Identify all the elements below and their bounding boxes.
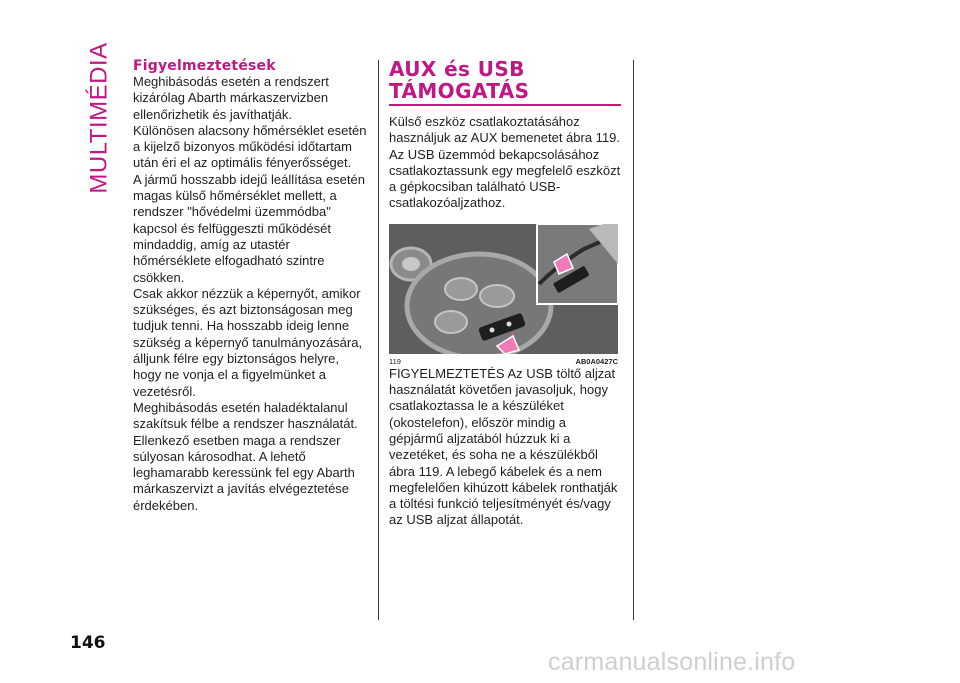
usb-warning-paragraph: FIGYELMEZTETÉS Az USB töltő aljzat használatát követően javasoljuk, hogy csatlakoztassa le a készüléket (okostelefon), először mindig a gépjármű aljzatából húzzuk ki a vezetéket, és soha ne a készülékből ábra 119. A lebegő kábelek és a nem megfelelően kihúzott kábelek ronthatják a töltési funkció teljesítményét és/vagy az USB aljzat állapotát. (389, 365, 618, 528)
section-side-title (80, 42, 120, 194)
figure-number: 119 (389, 356, 401, 366)
column-divider (378, 60, 379, 620)
page-number: 146 (70, 633, 106, 653)
intro-paragraph: Külső eszköz csatlakoztatásához használjuk az AUX bemenetet ábra 119. Az USB üzemmód bekapcsolásához csatlakoztassunk egy megfelelő eszközt a gépkocsiban található USB-csatlakozóaljzathoz. (389, 114, 621, 211)
aux-usb-heading (389, 58, 621, 102)
aux-usb-heading-line1: AUX és USB (389, 57, 525, 81)
column-divider (633, 60, 634, 620)
paragraph: Meghibásodás esetén a rendszert kizárólag Abarth márkaszervizben ellenőrizhetik és javíthatják. (133, 74, 329, 122)
warnings-heading: Figyelmeztetések (133, 58, 276, 74)
watermark: carmanualsonline.info (548, 648, 796, 676)
section-side-title-text: MULTIMÉDIA (86, 42, 114, 194)
usb-console-illustration (389, 224, 618, 354)
figure-119-usb-photo (389, 224, 618, 354)
right-column (389, 58, 621, 529)
figure-caption (389, 357, 618, 366)
paragraph: Csak akkor nézzük a képernyőt, amikor szükséges, és azt biztonságosan meg tudjuk tenni. Ha hosszabb ideig lenne szükség a képernyő tanulmányozására, álljunk félre egy biztonságos helyre, hogy ne vonja el a figyelmünket a vezetésről. (133, 285, 363, 399)
paragraph: Meghibásodás esetén haladéktalanul szakítsuk félbe a rendszer használatát. Ellenkező esetben maga a rendszer súlyosan károsodhat. A lehető leghamarabb keressünk fel egy Abarth márkaszervizt a javítás elvégeztetése érdekében. (133, 399, 358, 513)
aux-usb-heading-line2: TÁMOGATÁS (389, 79, 530, 103)
figure-code: AB0A0427C (575, 356, 618, 366)
heading-rule (389, 104, 621, 106)
paragraph: A jármű hosszabb idejű leállítása esetén magas külső hőmérséklet mellett, a rendszer "hővédelmi üzemmódba" kapcsol és felfüggeszti működését mindaddig, amíg az utastér hőmérséklete elfogadható szintre csökken. (133, 171, 365, 285)
left-column (133, 58, 369, 514)
paragraph: Különösen alacsony hőmérséklet esetén a kijelző bizonyos működési időtartam után éri el az optimális fényerősséget. (133, 122, 367, 171)
